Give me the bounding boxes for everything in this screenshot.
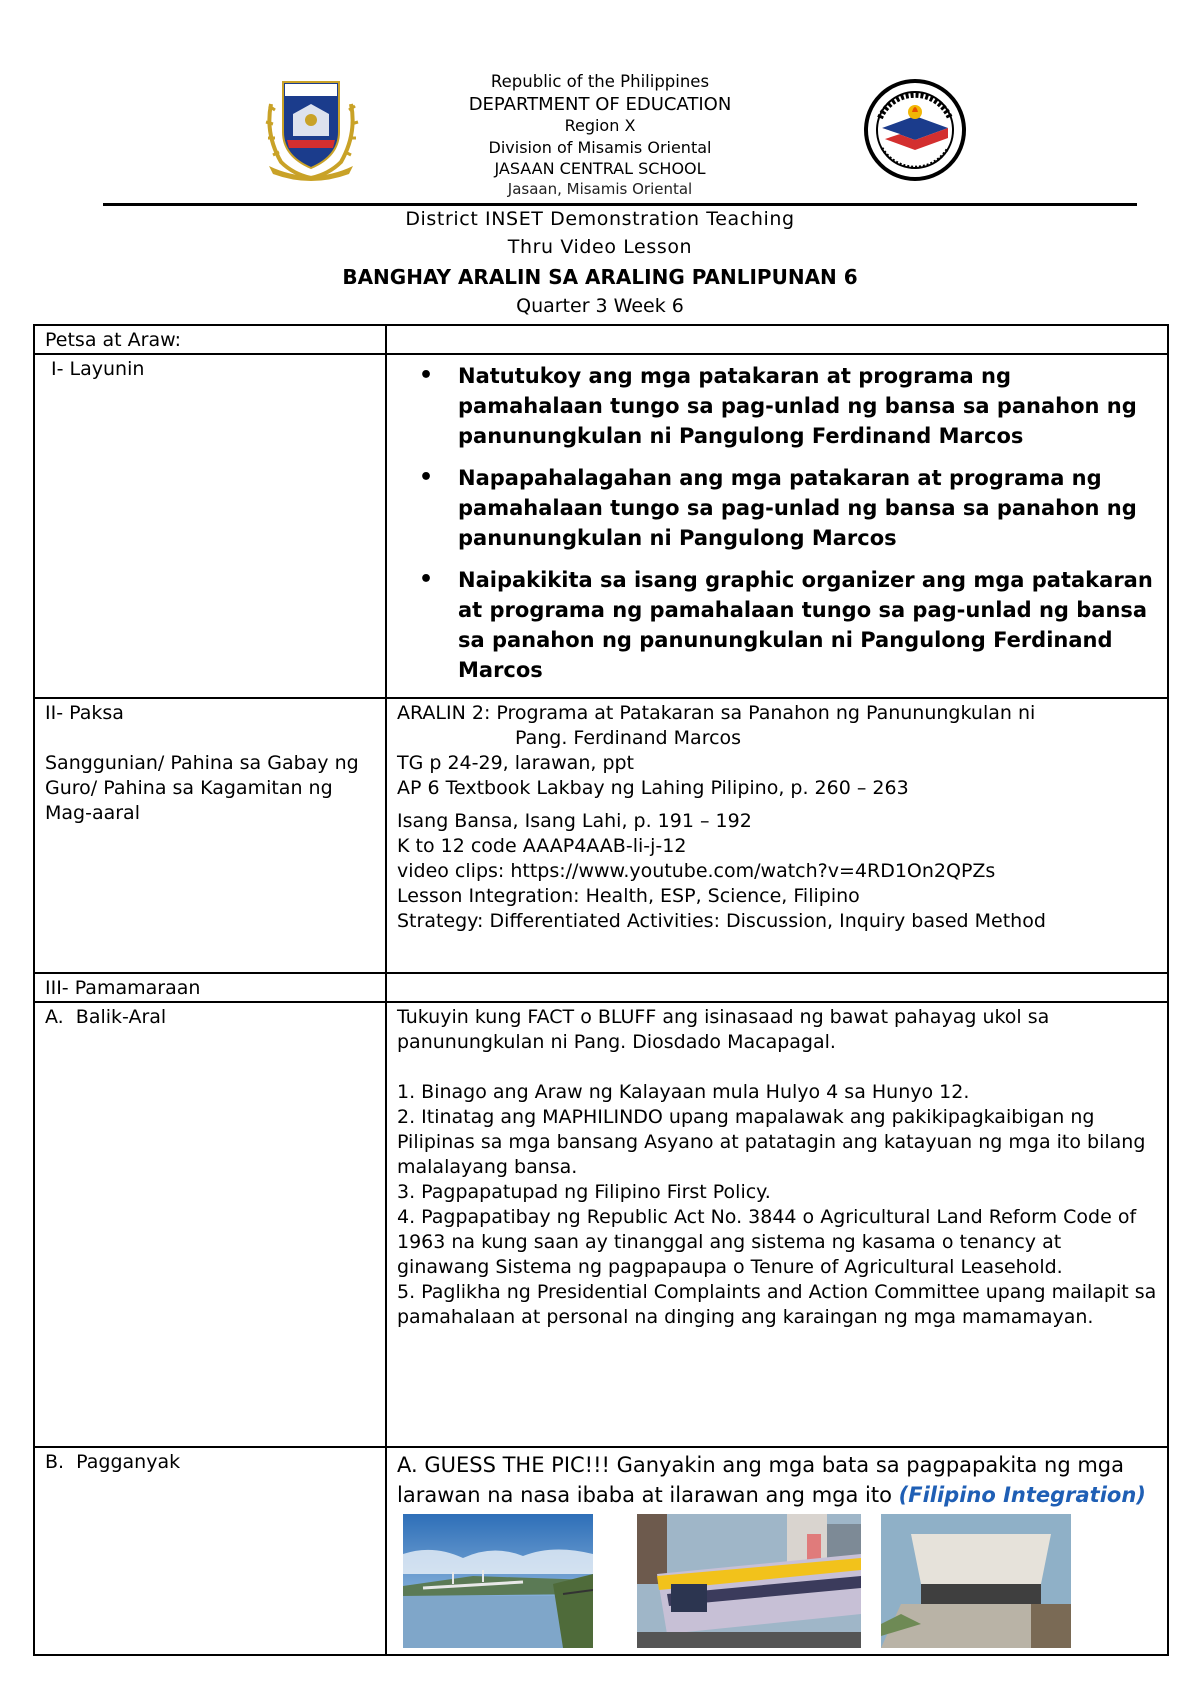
balik-aral-label: A. Balik-Aral <box>34 1002 386 1447</box>
guess-pictures <box>397 1514 1157 1654</box>
aralin-line: ARALIN 2: Programa at Patakaran sa Panahon ng Panunungkulan ni <box>397 702 1036 724</box>
list-item: 4. Pagpapatibay ng Republic Act No. 3844 o Agricultural Land Reform Code of 1963 na kung saan ay tinanggal ang sistema ng kasama o tenancy at ginawang Sistema ng pagpapaupa o Tenure of Agricultural Leasehold. <box>397 1206 1137 1278</box>
k12-code-line: K to 12 code AAAP4AAB-li-j-12 <box>397 835 687 857</box>
paksa-content-cell <box>386 698 1168 973</box>
building-photo <box>881 1514 1071 1648</box>
pagganyak-text: A. GUESS THE PIC!!! Ganyakin ang mga bata sa pagpapakita ng mga larawan na nasa ibaba at ilarawan ang mga ito <box>397 1453 1124 1507</box>
balik-aral-intro: Tukuyin kung FACT o BLUFF ang isinasaad ng bawat pahayag ukol sa panunungkulan ni Pang. Diosdado Macapagal. <box>397 1006 1050 1053</box>
pagganyak-label: B. Pagganyak <box>34 1447 386 1655</box>
table-row <box>34 698 1168 973</box>
sanggunian-label: Sanggunian/ Pahina sa Gabay ng Guro/ Pahina sa Kagamitan ng Mag-aaral <box>45 752 359 824</box>
balik-aral-cell <box>386 1002 1168 1447</box>
event-title-line-2: Thru Video Lesson <box>507 236 693 258</box>
list-item: • Naipakikita sa isang graphic organizer ang mga patakaran at programa ng pamahalaan tungo sa pag-unlad ng bansa sa panahon ng panunungkulan ni Pangulong Ferdinand Marcos <box>397 565 1157 685</box>
layunin-cell <box>386 354 1168 698</box>
school-name-line: JASAAN CENTRAL SCHOOL <box>494 159 706 178</box>
table-row <box>34 1002 1168 1447</box>
table-row <box>34 973 1168 1002</box>
paksa-label-cell <box>34 698 386 973</box>
list-item: 2. Itinatag ang MAPHILINDO upang mapalawak ang pakikipagkaibigan ng Pilipinas sa mga bansang Asyano at patatagin ang katayuan ng mga ito bilang malalayang bansa. <box>397 1106 1146 1178</box>
header-divider <box>103 203 1137 206</box>
republic-line: Republic of the Philippines <box>490 72 710 91</box>
paksa-label: II- Paksa <box>45 702 124 724</box>
pamamaraan-label: III- Pamamaraan <box>34 973 386 1002</box>
list-item: 5. Paglikha ng Presidential Complaints and Action Committee upang mailapit sa pamahalaan at personal na dinging ang karaingan ng mga mamamayan. <box>397 1281 1157 1328</box>
list-item: 1. Binago ang Araw ng Kalayaan mula Hulyo 4 sa Hunyo 12. <box>397 1081 970 1103</box>
layunin-label: I- Layunin <box>34 354 386 698</box>
table-row <box>34 1447 1168 1655</box>
event-title-line-1: District INSET Demonstration Teaching <box>405 208 795 230</box>
train-photo <box>637 1514 861 1648</box>
region-line: Region X <box>564 116 636 135</box>
integration-line: Lesson Integration: Health, ESP, Science, Filipino <box>397 885 860 907</box>
school-address-line: Jasaan, Misamis Oriental <box>507 180 693 198</box>
list-item: 3. Pagpapatupad ng Filipino First Policy. <box>397 1181 771 1203</box>
division-line: Division of Misamis Oriental <box>488 138 712 157</box>
department-line: DEPARTMENT OF EDUCATION <box>468 94 732 115</box>
video-clips-line: video clips: https://www.youtube.com/watch?v=4RD1On2QPZs <box>397 860 996 882</box>
petsa-label: Petsa at Araw: <box>34 325 386 354</box>
ap6-line: AP 6 Textbook Lakbay ng Lahing Pilipino, p. 260 – 263 <box>397 777 909 799</box>
objectives-list <box>397 361 1157 685</box>
strategy-line: Strategy: Differentiated Activities: Discussion, Inquiry based Method <box>397 910 1046 932</box>
pagganyak-text-block <box>397 1450 1157 1510</box>
quarter-week-label: Quarter 3 Week 6 <box>516 295 684 317</box>
list-item: • Natutukoy ang mga patakaran at programa ng pamahalaan tungo sa pag-unlad ng bansa sa panahon ng panunungkulan ni Pangulong Ferdinand Marcos <box>397 361 1157 451</box>
list-item: • Napapahalagahan ang mga patakaran at programa ng pamahalaan tungo sa pag-unlad ng bansa sa panahon ng panunungkulan ni Pangulong Marcos <box>397 463 1157 553</box>
tg-line: TG p 24-29, larawan, ppt <box>397 752 635 774</box>
isang-bansa-line: Isang Bansa, Isang Lahi, p. 191 – 192 <box>397 810 752 832</box>
bridge-photo <box>403 1514 593 1648</box>
pamamaraan-value <box>386 973 1168 1002</box>
table-row <box>34 354 1168 698</box>
aralin-line-cont: Pang. Ferdinand Marcos <box>515 727 742 749</box>
pagganyak-cell <box>386 1447 1168 1655</box>
lesson-plan-table <box>33 324 1169 1656</box>
filipino-integration-label: (Filipino Integration) <box>898 1483 1146 1507</box>
lesson-plan-title: BANGHAY ARALIN SA ARALING PANLIPUNAN 6 <box>342 265 858 289</box>
school-seal-logo <box>860 78 970 182</box>
petsa-value <box>386 325 1168 354</box>
table-row <box>34 325 1168 354</box>
